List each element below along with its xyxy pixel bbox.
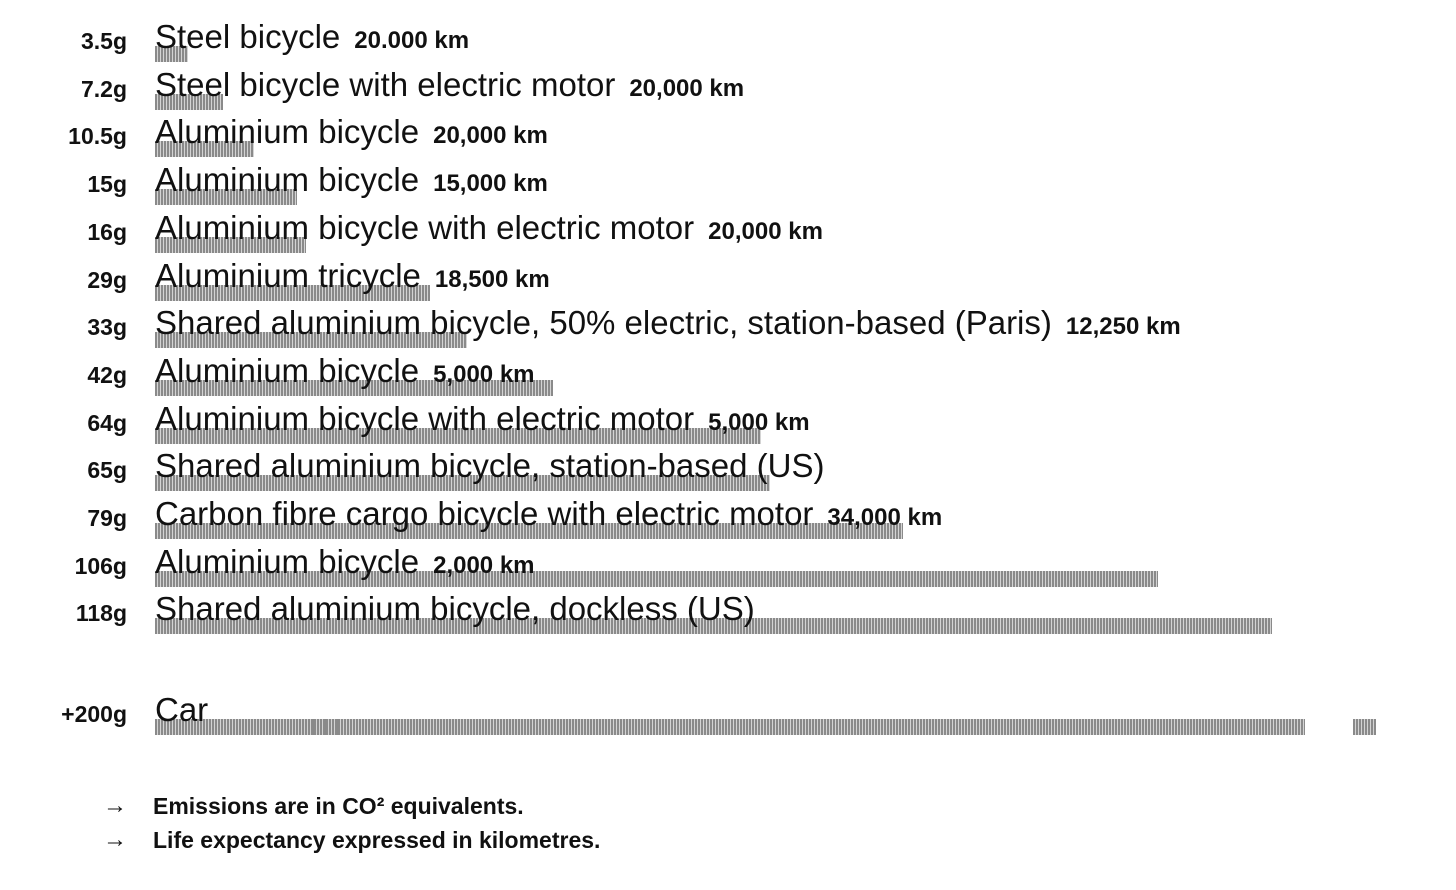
- value-label: 10.5g: [68, 123, 127, 150]
- life-expectancy-label: 5,000 km: [433, 360, 535, 388]
- bar-row: [0, 543, 1456, 591]
- value-label: 42g: [87, 361, 127, 388]
- category-label: Aluminium bicycle with electric motor: [155, 208, 695, 246]
- category-label-group: [155, 208, 823, 252]
- bar-row: [0, 590, 1456, 638]
- category-label: Aluminium bicycle: [155, 351, 420, 389]
- value-label: +200g: [61, 701, 127, 727]
- life-expectancy-label: 12,250 km: [1065, 313, 1181, 341]
- category-label-group: [155, 542, 535, 586]
- value-label: 79g: [87, 505, 127, 531]
- category-label: Shared aluminium bicycle, 50% electric, station-based (Paris): [155, 304, 1052, 342]
- value-label: 16g: [87, 218, 127, 245]
- value-label: 64g: [87, 409, 127, 436]
- category-label: Steel bicycle: [155, 18, 341, 55]
- bar-row: [0, 209, 1456, 257]
- bar-row: [0, 352, 1456, 400]
- category-label: Shared aluminium bicycle, dockless (US): [155, 590, 755, 628]
- category-label: Aluminium bicycle: [155, 542, 420, 580]
- car-bar-break: [336, 719, 340, 735]
- arrow-right-icon: →: [103, 792, 127, 819]
- category-label: Aluminium bicycle: [155, 161, 420, 199]
- category-label-group: [155, 592, 755, 633]
- bar-row: [0, 400, 1456, 448]
- category-label-group: [155, 20, 469, 61]
- value-label: 7.2g: [80, 75, 127, 102]
- car-row: [0, 691, 1456, 739]
- category-label: Shared aluminium bicycle, station-based (US): [155, 447, 825, 485]
- arrow-right-icon: →: [103, 826, 127, 853]
- category-label-group: [155, 399, 810, 443]
- footnote-emissions: [103, 789, 600, 823]
- life-expectancy-label: 20,000 km: [433, 122, 548, 150]
- value-label: 65g: [87, 457, 127, 484]
- bar-row: [0, 495, 1456, 543]
- life-expectancy-label: 15,000 km: [433, 170, 548, 198]
- life-expectancy-label: 34,000 km: [827, 504, 943, 531]
- category-label: Aluminium tricycle: [155, 256, 421, 294]
- value-label: 29g: [87, 266, 127, 293]
- bar-row: [0, 18, 1456, 66]
- category-label-group: [155, 256, 550, 300]
- footnote-text: Life expectancy expressed in kilometres.: [153, 826, 601, 853]
- value-label: 3.5g: [80, 28, 127, 54]
- value-label: 15g: [87, 171, 127, 198]
- life-expectancy-label: 2,000 km: [433, 551, 535, 579]
- bar-row: [0, 161, 1456, 209]
- footnotes: [103, 789, 600, 857]
- category-label: Car: [155, 691, 209, 728]
- bar-row: [0, 304, 1456, 352]
- value-label: 33g: [87, 314, 127, 341]
- bar-row: [0, 447, 1456, 495]
- bar-row: [0, 113, 1456, 161]
- category-label-group: [155, 449, 824, 490]
- category-label-group: [155, 351, 535, 395]
- value-label: 106g: [74, 552, 127, 579]
- category-label-group: [155, 115, 548, 156]
- life-expectancy-label: 20.000 km: [354, 27, 470, 54]
- category-label-group: [155, 306, 1181, 347]
- life-expectancy-label: 18,500 km: [434, 265, 550, 293]
- footnote-life-expectancy: [103, 823, 600, 857]
- category-label-group: [155, 65, 745, 109]
- category-label-group: [155, 497, 942, 538]
- category-label-group: [155, 163, 548, 204]
- car-bar-tail: [1353, 719, 1376, 735]
- category-label: Aluminium bicycle: [155, 113, 420, 151]
- category-label-group: [155, 693, 208, 734]
- life-expectancy-label: 20,000 km: [629, 74, 745, 102]
- category-label: Steel bicycle with electric motor: [155, 65, 616, 103]
- life-expectancy-label: 5,000 km: [708, 408, 810, 436]
- car-bar-break: [312, 719, 316, 735]
- bar-row: [0, 66, 1456, 114]
- category-label: Carbon fibre cargo bicycle with electric motor: [155, 495, 814, 532]
- bar-row: [0, 257, 1456, 305]
- value-label: 118g: [75, 600, 127, 627]
- category-label: Aluminium bicycle with electric motor: [155, 399, 695, 437]
- car-bar-break: [324, 719, 328, 735]
- life-expectancy-label: 20,000 km: [708, 217, 823, 245]
- footnote-text: Emissions are in CO² equivalents.: [153, 792, 524, 819]
